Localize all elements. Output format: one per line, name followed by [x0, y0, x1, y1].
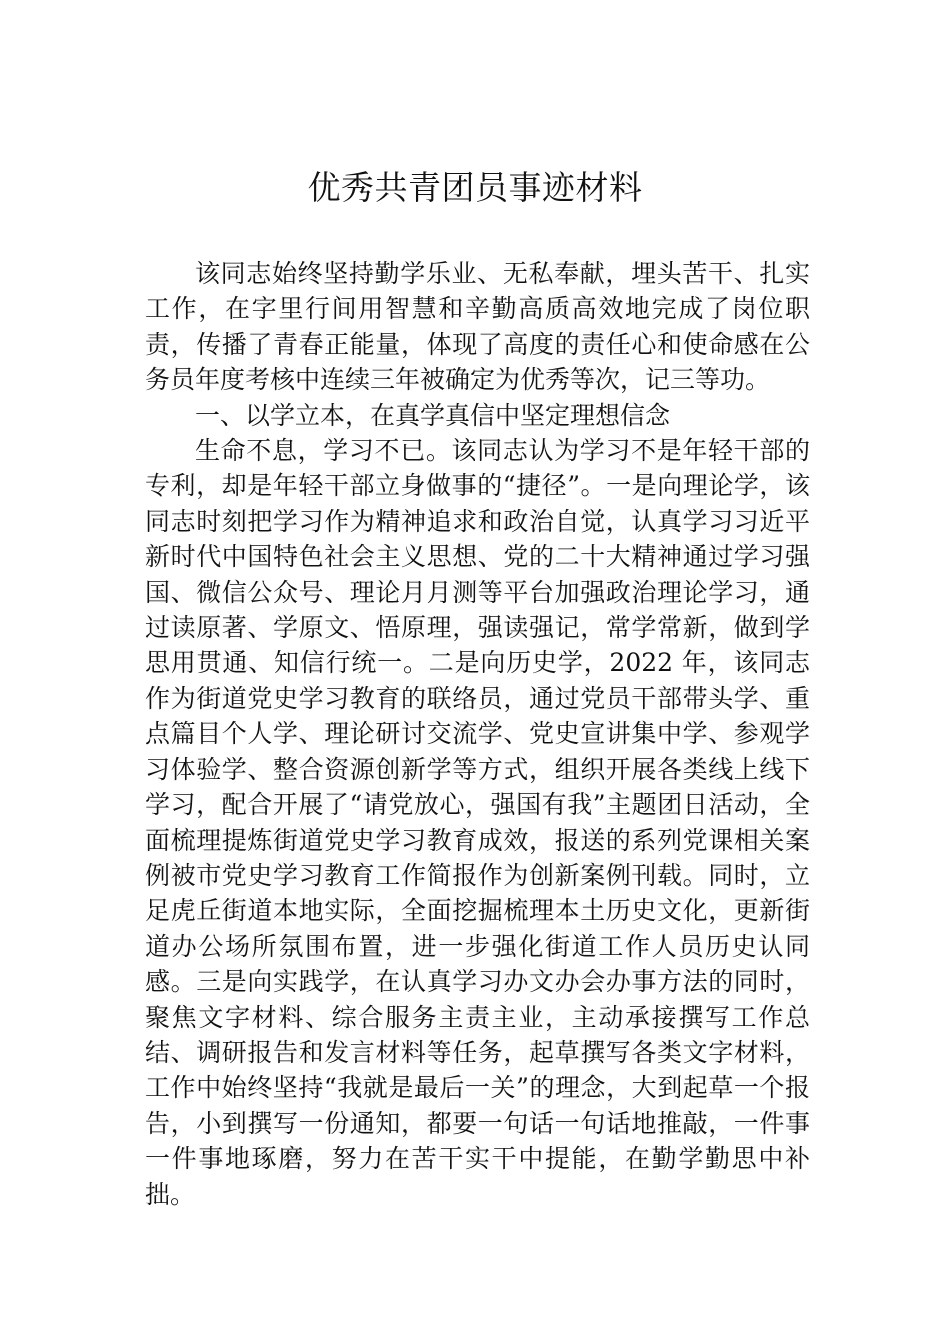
intro-paragraph: 该同志始终坚持勤学乐业、无私奉献，埋头苦干、扎实工作，在字里行间用智慧和辛勤高质高效地完成了岗位职责，传播了青春正能量，体现了高度的责任心和使命感在公务员年度考核中连续三年被确定为优秀等次，记三等功。	[145, 259, 810, 395]
document-title: 优秀共青团员事迹材料	[307, 168, 643, 207]
document-body	[145, 256, 810, 1212]
section-paragraph: 生命不息，学习不已。该同志认为学习不是年轻干部的专利，却是年轻干部立身做事的“捷径”。一是向理论学，该同志时刻把学习作为精神追求和政治自觉，认真学习习近平新时代中国特色社会主义思想、党的二十大精神通过学习强国、微信公众号、理论月月测等平台加强政治理论学习，通过读原著、学原文、悟原理，强读强记，常学常新，做到学思用贯通、知信行统一。二是向历史学，2022 年，该同志作为街道党史学习教育的联络员，通过党员干部带头学、重点篇目个人学、理论研讨交流学、党史宣讲集中学、参观学习体验学、整合资源创新学等方式，组织开展各类线上线下学习，配合开展了“请党放心，强国有我”主题团日活动，全面梳理提炼街道党史学习教育成效，报送的系列党课相关案例被市党史学习教育工作简报作为创新案例刊载。同时，立足虎丘街道本地实际，全面挖掘梳理本土历史文化，更新街道办公场所氛围布置，进一步强化街道工作人员历史认同感。三是向实践学，在认真学习办文办会办事方法的同时，聚焦文字材料、综合服务主责主业，主动承接撰写工作总结、调研报告和发言材料等任务，起草撰写各类文字材料，工作中始终坚持“我就是最后一关”的理念，大到起草一个报告，小到撰写一份通知，都要一句话一句话地推敲，一件事一件事地琢磨，努力在苦干实干中提能，在勤学勤思中补拙。	[145, 436, 810, 1209]
section-heading: 一、以学立本，在真学真信中坚定理想信念	[195, 400, 671, 430]
